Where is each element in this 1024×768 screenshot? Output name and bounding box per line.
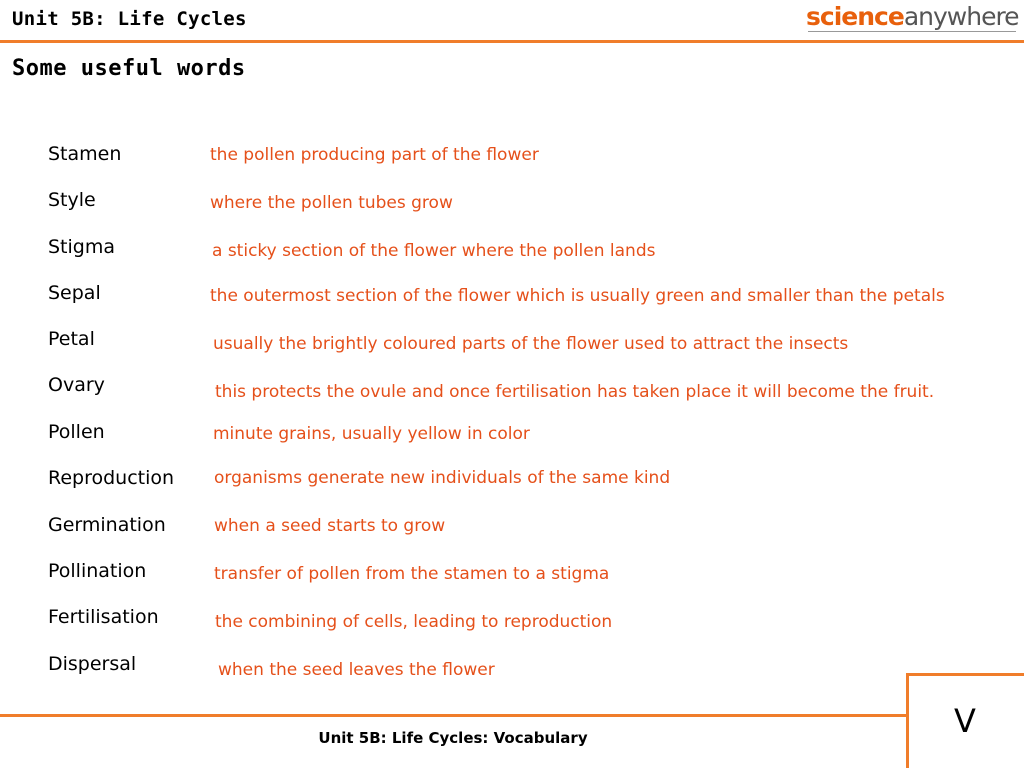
vocab-definition: transfer of pollen from the stamen to a stigma [214,564,610,584]
vocab-definition: usually the brightly coloured parts of the flower used to attract the insects [213,334,849,354]
vocab-term: Pollination [48,560,147,582]
vocab-term: Petal [48,328,95,350]
logo-anywhere-text: anywhere [903,2,1019,31]
vocab-term: Stamen [48,143,122,165]
section-title: Some useful words [12,56,246,81]
vocab-term: Sepal [48,282,101,304]
vocab-term: Dispersal [48,653,137,675]
vocab-definition: minute grains, usually yellow in color [213,424,530,444]
vocab-term: Ovary [48,374,105,396]
header-divider [0,40,1024,43]
vocab-definition: when a seed starts to grow [214,516,446,536]
vocab-definition: the pollen producing part of the flower [210,145,539,165]
vocab-definition: a sticky section of the flower where the pollen lands [212,241,656,261]
vocab-definition: organisms generate new individuals of the same kind [214,468,671,488]
vocab-definition: this protects the ovule and once fertilisation has taken place it will become the fruit. [215,382,935,402]
vocab-term: Fertilisation [48,606,159,628]
logo-science-text: science [806,2,904,31]
science-anywhere-logo [806,2,1019,31]
corner-letter: V [954,702,976,740]
vocab-term: Pollen [48,421,105,443]
vocab-term: Germination [48,514,166,536]
vocab-definition: the outermost section of the flower which is usually green and smaller than the petals [210,286,945,306]
vocab-definition: the combining of cells, leading to reproduction [215,612,613,632]
header-title: Unit 5B: Life Cycles [12,8,247,30]
footer-caption: Unit 5B: Life Cycles: Vocabulary [318,729,588,747]
vocab-definition: when the seed leaves the flower [218,660,495,680]
vocab-term: Style [48,189,96,211]
vocab-definition: where the pollen tubes grow [210,193,453,213]
logo-underline [808,31,1016,32]
vocab-term: Reproduction [48,467,175,489]
footer-divider [0,714,906,717]
vocab-term: Stigma [48,236,116,258]
